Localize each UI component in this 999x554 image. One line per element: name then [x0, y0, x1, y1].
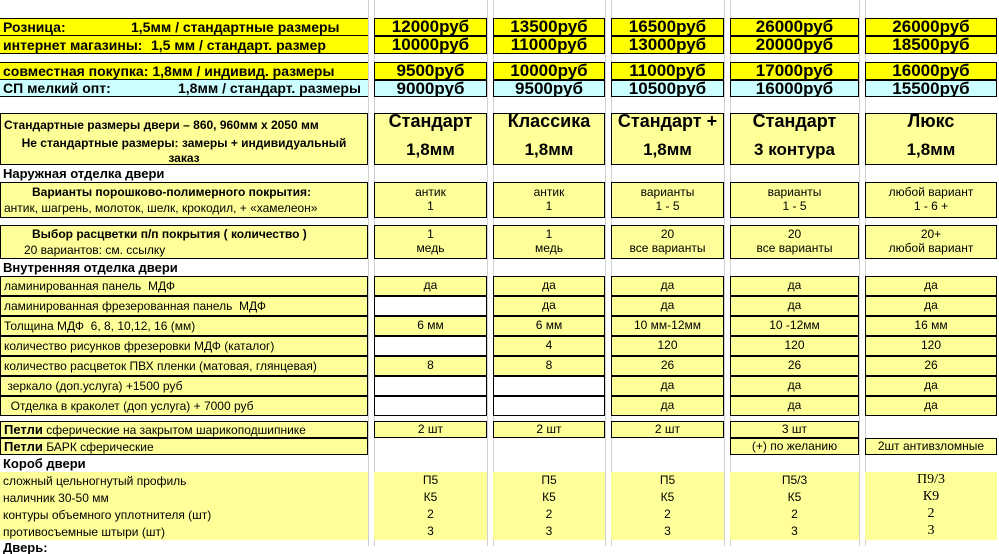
section-door	[0, 540, 999, 554]
row-label: количество рисунков фрезеровки МДФ (каталог)	[0, 336, 368, 356]
row-color-choice	[0, 225, 999, 259]
value-cell: да	[865, 376, 997, 396]
value-cell: 26	[611, 356, 724, 376]
value-cell: антик 1	[493, 182, 605, 218]
price-cell: 16000руб	[730, 80, 859, 97]
price-cell: 26000руб	[865, 18, 997, 36]
value-cell	[374, 336, 487, 356]
value-cell: да	[730, 396, 859, 416]
value-cell: да	[611, 396, 724, 416]
value-cell: 10 -12мм	[730, 316, 859, 336]
row-label: зеркало (доп.услуга) +1500 руб	[0, 376, 368, 396]
value-cell: да	[374, 276, 487, 296]
value-cell: да	[493, 296, 605, 316]
section-inner-finish	[0, 259, 999, 276]
value-cell: да	[493, 276, 605, 296]
price-row-online	[0, 36, 999, 54]
price-cell: 13000руб	[611, 36, 724, 54]
row-label: контуры объемного уплотнителя (шт)	[0, 506, 368, 523]
value-cell: 2	[611, 506, 724, 523]
row-label: противосъемные штыри (шт)	[0, 523, 368, 540]
value-cell: 3	[493, 523, 605, 540]
value-cell: 6 мм	[374, 316, 487, 336]
price-row-label: СП мелкий опт: 1,8мм / стандарт. размеры	[0, 80, 368, 97]
frame-row	[0, 506, 999, 523]
value-cell: 16 мм	[865, 316, 997, 336]
price-cell: 10000руб	[493, 62, 605, 80]
row-label: Петли сферические на закрытом шарикоподшипнике	[0, 421, 368, 438]
value-cell: 20+ любой вариант	[865, 225, 997, 259]
value-cell: 10 мм-12мм	[611, 316, 724, 336]
row-label: Толщина МДФ 6, 8, 10,12, 16 (мм)	[0, 316, 368, 336]
price-cell: 17000руб	[730, 62, 859, 80]
row-label: Отделка в краколет (доп услуга) + 7000 руб	[0, 396, 368, 416]
section-heading: Внутренняя отделка двери	[3, 260, 178, 275]
value-cell: любой вариант 1 - 6 +	[865, 182, 997, 218]
value-cell: да	[865, 276, 997, 296]
value-cell: антик 1	[374, 182, 487, 218]
value-cell: 3	[730, 523, 859, 540]
value-cell: 120	[865, 336, 997, 356]
price-cell: 16500руб	[611, 18, 724, 36]
model-header-label: Стандартные размеры двери – 860, 960мм х 2050 мм Не стандартные размеры: замеры + индивидуальный заказ	[0, 113, 368, 165]
price-cell: 9000руб	[374, 80, 487, 97]
model-column-head	[374, 113, 487, 165]
value-cell: 4	[493, 336, 605, 356]
value-cell: 120	[611, 336, 724, 356]
row-label: наличник 30-50 мм	[0, 489, 368, 506]
frame-row	[0, 489, 999, 506]
value-cell: 3	[374, 523, 487, 540]
value-cell: 8	[374, 356, 487, 376]
price-cell: 9500руб	[374, 62, 487, 80]
price-cell: 11000руб	[493, 36, 605, 54]
value-cell: 26	[730, 356, 859, 376]
value-cell: 2	[730, 506, 859, 523]
inner-finish-row	[0, 316, 999, 336]
row-label: Выбор расцветки п/п покрытия ( количество ) 20 вариантов: см. ссылку	[0, 225, 368, 259]
model-column-head	[730, 113, 859, 165]
value-cell	[374, 396, 487, 416]
price-row-retail	[0, 18, 999, 36]
frame-row	[0, 523, 999, 540]
value-cell: К5	[611, 489, 724, 506]
value-cell: 20 все варианты	[611, 225, 724, 259]
value-cell: 2 шт	[493, 421, 605, 438]
model-thickness: 1,8мм	[906, 140, 956, 160]
model-name: Стандарт +	[617, 113, 718, 131]
price-row-label: совместная покупка: 1,8мм / индивид. размеры	[0, 62, 368, 80]
price-row-joint	[0, 62, 999, 80]
value-cell: 2	[865, 506, 997, 523]
price-cell: 15500руб	[865, 80, 997, 97]
value-cell: да	[611, 276, 724, 296]
value-cell: да	[611, 376, 724, 396]
value-cell: 3	[865, 523, 997, 540]
price-cell: 20000руб	[730, 36, 859, 54]
value-cell: 2 шт	[611, 421, 724, 438]
model-name: Стандарт	[752, 113, 837, 131]
value-cell: 2	[493, 506, 605, 523]
price-cell: 16000руб	[865, 62, 997, 80]
price-row-small-wholesale	[0, 80, 999, 97]
row-label: Петли БАРК сферические	[0, 438, 368, 455]
price-cell: 26000руб	[730, 18, 859, 36]
value-cell: П9/3	[865, 472, 997, 489]
row-label: Варианты порошково-полимерного покрытия: антик, шагрень, молоток, шелк, крокодил, + «хамелеон»	[0, 182, 368, 218]
model-name: Люкс	[907, 113, 955, 131]
value-cell: (+) по желанию	[730, 438, 859, 455]
value-cell: 8	[493, 356, 605, 376]
value-cell: варианты 1 - 5	[611, 182, 724, 218]
value-cell: К5	[374, 489, 487, 506]
value-cell: 2 шт	[374, 421, 487, 438]
price-cell: 10500руб	[611, 80, 724, 97]
value-cell: 3 шт	[730, 421, 859, 438]
value-cell: 20 все варианты	[730, 225, 859, 259]
model-name: Классика	[507, 113, 591, 131]
price-cell: 18500руб	[865, 36, 997, 54]
row-hinges-bark	[0, 438, 999, 455]
value-cell: да	[865, 396, 997, 416]
model-column-head	[865, 113, 997, 165]
value-cell: варианты 1 - 5	[730, 182, 859, 218]
value-cell: да	[865, 296, 997, 316]
section-outer-finish	[0, 165, 999, 182]
value-cell: 3	[611, 523, 724, 540]
section-heading: Дверь:	[3, 540, 48, 554]
value-cell: К5	[730, 489, 859, 506]
price-cell: 12000руб	[374, 18, 487, 36]
value-cell: 26	[865, 356, 997, 376]
row-label: сложный цельногнутый профиль	[0, 472, 368, 489]
row-hinges-ball	[0, 421, 999, 438]
price-cell: 10000руб	[374, 36, 487, 54]
value-cell: 1 медь	[374, 225, 487, 259]
row-label: ламинированная фрезерованная панель МДФ	[0, 296, 368, 316]
value-cell	[374, 376, 487, 396]
value-cell: да	[730, 276, 859, 296]
price-cell: 13500руб	[493, 18, 605, 36]
inner-finish-row	[0, 276, 999, 296]
value-cell: К5	[493, 489, 605, 506]
price-cell: 9500руб	[493, 80, 605, 97]
model-thickness: 3 контура	[754, 140, 835, 160]
value-cell: П5	[611, 472, 724, 489]
value-cell: да	[730, 376, 859, 396]
frame-row	[0, 472, 999, 489]
inner-finish-row	[0, 296, 999, 316]
price-row-label: Розница: 1,5мм / стандартные размеры	[0, 18, 368, 36]
model-header	[0, 113, 999, 165]
model-thickness: 1,8мм	[643, 140, 692, 160]
value-cell: К9	[865, 489, 997, 506]
price-cell: 11000руб	[611, 62, 724, 80]
value-cell: 6 мм	[493, 316, 605, 336]
value-cell: да	[730, 296, 859, 316]
model-thickness: 1,8мм	[524, 140, 574, 160]
inner-finish-row	[0, 336, 999, 356]
value-cell: 1 медь	[493, 225, 605, 259]
value-cell	[493, 396, 605, 416]
value-cell: 2шт антивзломные	[865, 438, 997, 455]
value-cell	[374, 296, 487, 316]
row-label: количество расцветок ПВХ пленки (матовая, глянцевая)	[0, 356, 368, 376]
price-row-label: интернет магазины: 1,5 мм / стандарт. размер	[0, 36, 368, 54]
model-column-head	[611, 113, 724, 165]
model-name: Стандарт	[388, 113, 473, 131]
section-frame	[0, 455, 999, 472]
inner-finish-row	[0, 396, 999, 416]
inner-finish-row	[0, 376, 999, 396]
section-heading: Наружная отделка двери	[3, 166, 165, 181]
value-cell: 2	[374, 506, 487, 523]
value-cell: да	[611, 296, 724, 316]
inner-finish-row	[0, 356, 999, 376]
section-heading: Короб двери	[3, 456, 86, 471]
value-cell	[493, 376, 605, 396]
model-column-head	[493, 113, 605, 165]
value-cell: П5	[493, 472, 605, 489]
value-cell: П5/3	[730, 472, 859, 489]
row-label: ламинированная панель МДФ	[0, 276, 368, 296]
value-cell: 120	[730, 336, 859, 356]
row-coating-variants	[0, 182, 999, 218]
model-thickness: 1,8мм	[406, 140, 455, 160]
value-cell: П5	[374, 472, 487, 489]
